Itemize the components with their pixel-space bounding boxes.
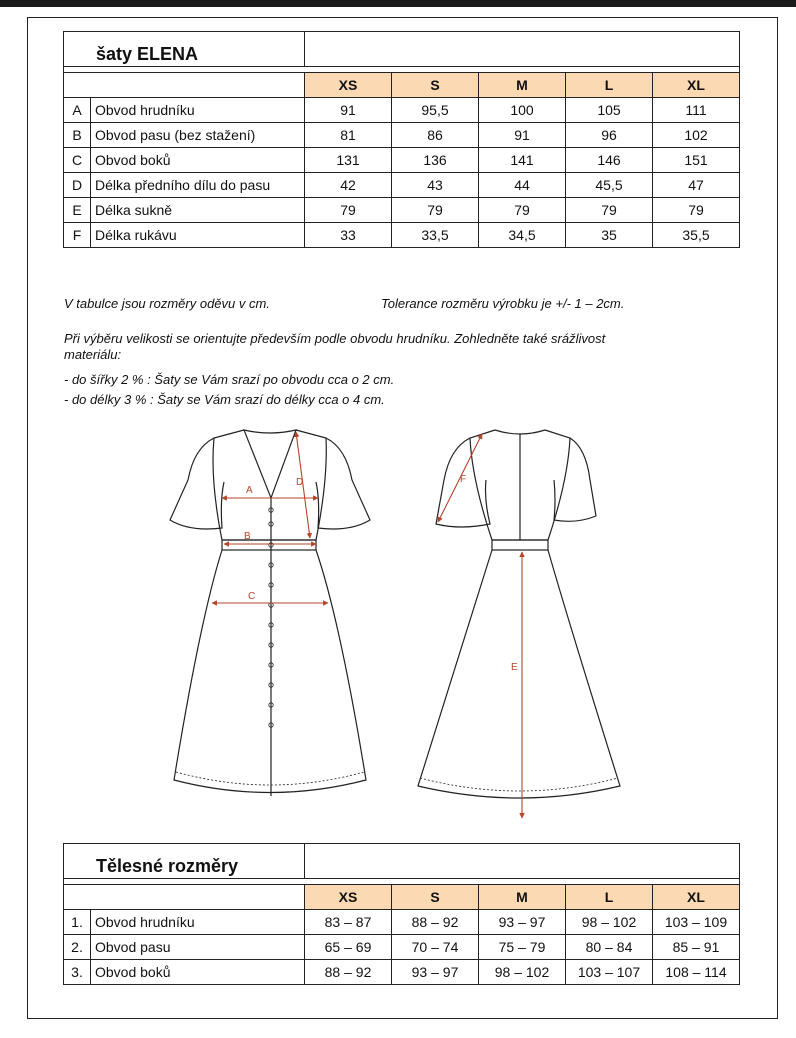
cell-value: 79	[653, 198, 740, 223]
table-row	[64, 98, 740, 123]
size-header-l: L	[566, 885, 653, 910]
row-number: 3.	[64, 960, 91, 985]
cell-value: 35	[566, 223, 653, 248]
cell-value: 85 – 91	[653, 935, 740, 960]
row-label: Obvod hrudníku	[91, 910, 305, 935]
front-skirt	[174, 550, 366, 793]
cell-value: 79	[305, 198, 392, 223]
row-number: 2.	[64, 935, 91, 960]
units-note: V tabulce jsou rozměry oděvu v cm.	[64, 296, 270, 311]
cell-value: 141	[479, 148, 566, 173]
cell-value: 95,5	[392, 98, 479, 123]
row-label: Délka předního dílu do pasu	[91, 173, 305, 198]
front-hem-stitch	[176, 772, 364, 785]
body-measurements-table	[63, 843, 740, 985]
cell-value: 88 – 92	[305, 960, 392, 985]
table-row	[64, 198, 740, 223]
row-number: 1.	[64, 910, 91, 935]
size-header-s: S	[392, 885, 479, 910]
back-right-sleeve	[554, 438, 596, 521]
advice-note-line2: materiálu:	[64, 347, 122, 362]
table-title-row	[64, 32, 740, 67]
table-row	[64, 910, 740, 935]
dress-technical-drawing	[150, 420, 630, 832]
back-neckline	[495, 430, 545, 434]
table-title-empty-cell	[305, 32, 740, 67]
table-header-row	[64, 885, 740, 910]
cell-value: 43	[392, 173, 479, 198]
measure-d-label: D	[296, 477, 304, 488]
front-measure-lines	[212, 432, 328, 603]
cell-value: 98 – 102	[566, 910, 653, 935]
row-letter: B	[64, 123, 91, 148]
row-label: Délka rukávu	[91, 223, 305, 248]
table-title-row	[64, 844, 740, 879]
measure-a-label: A	[246, 485, 253, 496]
cell-value: 93 – 97	[479, 910, 566, 935]
cell-value: 75 – 79	[479, 935, 566, 960]
back-hem-stitch	[420, 778, 618, 791]
measure-b-label: B	[244, 531, 251, 542]
row-label: Obvod boků	[91, 960, 305, 985]
size-header-m: M	[479, 885, 566, 910]
table-row	[64, 173, 740, 198]
cell-value: 91	[305, 98, 392, 123]
cell-value: 151	[653, 148, 740, 173]
back-skirt	[418, 550, 620, 798]
header-blank-cell	[64, 73, 305, 98]
size-header-s: S	[392, 73, 479, 98]
table-row	[64, 148, 740, 173]
cell-value: 79	[392, 198, 479, 223]
table-header-row	[64, 73, 740, 98]
table-row	[64, 123, 740, 148]
dress-front-view	[170, 430, 370, 796]
row-label: Obvod pasu	[91, 935, 305, 960]
back-waistband	[492, 540, 548, 550]
measure-c-label: C	[248, 591, 256, 602]
row-label: Obvod pasu (bez stažení)	[91, 123, 305, 148]
table-row	[64, 223, 740, 248]
cell-value: 33	[305, 223, 392, 248]
cell-value: 81	[305, 123, 392, 148]
cell-value: 96	[566, 123, 653, 148]
cell-value: 65 – 69	[305, 935, 392, 960]
cell-value: 91	[479, 123, 566, 148]
cell-value: 70 – 74	[392, 935, 479, 960]
cell-value: 42	[305, 173, 392, 198]
row-label: Obvod boků	[91, 148, 305, 173]
row-label: Obvod hrudníku	[91, 98, 305, 123]
size-header-xl: XL	[653, 885, 740, 910]
row-letter: C	[64, 148, 91, 173]
cell-value: 45,5	[566, 173, 653, 198]
garment-size-table	[63, 31, 740, 248]
top-border-bar	[0, 0, 796, 7]
front-left-sleeve	[170, 438, 224, 529]
measure-e-label: E	[511, 662, 518, 673]
row-letter: E	[64, 198, 91, 223]
cell-value: 79	[566, 198, 653, 223]
cell-value: 131	[305, 148, 392, 173]
cell-value: 100	[479, 98, 566, 123]
table-title-cell	[64, 844, 305, 879]
shrink-width-note: - do šířky 2 % : Šaty se Vám srazí po obvodu cca o 2 cm.	[64, 372, 395, 387]
cell-value: 102	[653, 123, 740, 148]
table-row	[64, 935, 740, 960]
cell-value: 111	[653, 98, 740, 123]
header-blank-cell	[64, 885, 305, 910]
cell-value: 83 – 87	[305, 910, 392, 935]
front-bodice	[213, 430, 326, 540]
tolerance-note: Tolerance rozměru výrobku je +/- 1 – 2cm.	[381, 296, 625, 311]
cell-value: 103 – 107	[566, 960, 653, 985]
shrink-length-note: - do délky 3 % : Šaty se Vám srazí do délky cca o 4 cm.	[64, 392, 385, 407]
table-row	[64, 960, 740, 985]
cell-value: 34,5	[479, 223, 566, 248]
size-header-xs: XS	[305, 73, 392, 98]
measure-f-label: F	[460, 474, 467, 485]
cell-value: 79	[479, 198, 566, 223]
cell-value: 80 – 84	[566, 935, 653, 960]
row-letter: D	[64, 173, 91, 198]
cell-value: 105	[566, 98, 653, 123]
table-title-empty-cell	[305, 844, 740, 879]
cell-value: 98 – 102	[479, 960, 566, 985]
cell-value: 35,5	[653, 223, 740, 248]
size-header-l: L	[566, 73, 653, 98]
size-header-xl: XL	[653, 73, 740, 98]
cell-value: 86	[392, 123, 479, 148]
body-table-title: Tělesné rozměry	[96, 856, 239, 876]
garment-title: šaty ELENA	[96, 44, 199, 64]
cell-value: 103 – 109	[653, 910, 740, 935]
row-label: Délka sukně	[91, 198, 305, 223]
advice-note-line1: Při výběru velikosti se orientujte především podle obvodu hrudníku. Zohledněte také srážlivost	[64, 331, 606, 346]
cell-value: 108 – 114	[653, 960, 740, 985]
cell-value: 88 – 92	[392, 910, 479, 935]
cell-value: 136	[392, 148, 479, 173]
row-letter: F	[64, 223, 91, 248]
dress-back-view	[418, 430, 620, 798]
row-letter: A	[64, 98, 91, 123]
back-measure-lines	[438, 434, 522, 818]
size-header-xs: XS	[305, 885, 392, 910]
cell-value: 33,5	[392, 223, 479, 248]
cell-value: 44	[479, 173, 566, 198]
cell-value: 47	[653, 173, 740, 198]
cell-value: 146	[566, 148, 653, 173]
size-header-m: M	[479, 73, 566, 98]
table-title-cell	[64, 32, 305, 67]
cell-value: 93 – 97	[392, 960, 479, 985]
